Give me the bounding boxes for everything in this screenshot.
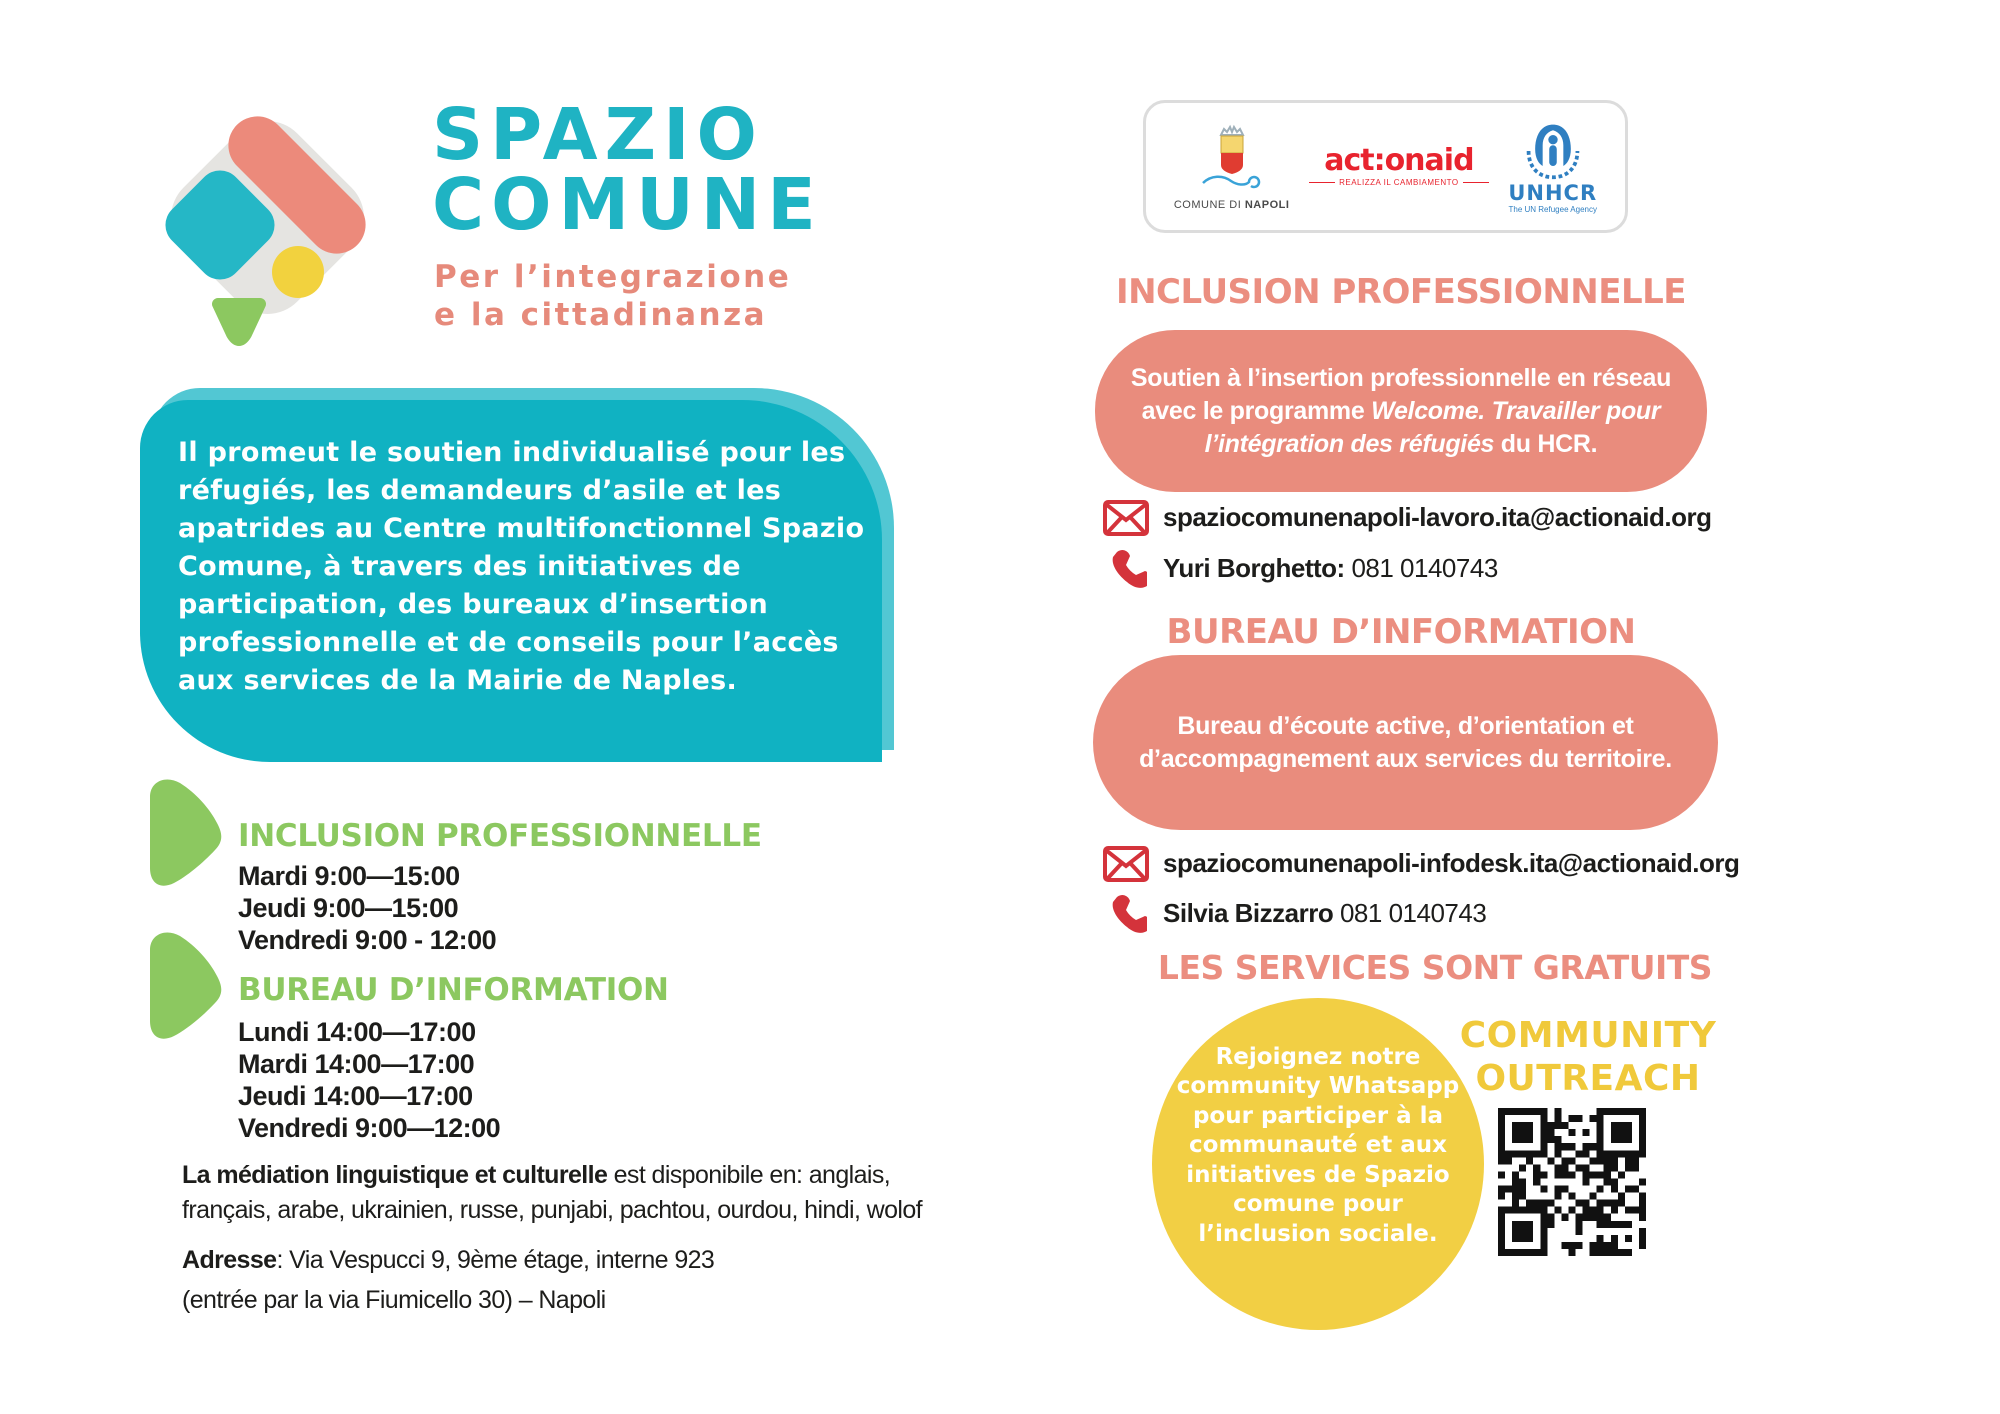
whatsapp-community-circle: [1152, 998, 1484, 1330]
card-text: avec le programme: [1141, 396, 1372, 425]
community-heading-line1: COMMUNITY: [1459, 1015, 1717, 1056]
unhcr-wordmark: UNHCR: [1508, 181, 1598, 205]
arrow-blob-icon: [138, 928, 222, 1042]
contact-name: Silvia Bizzarro: [1163, 898, 1334, 928]
community-outreach-heading: [1438, 1014, 1738, 1100]
envelope-icon: [1103, 500, 1149, 536]
qr-code: [1498, 1108, 1646, 1256]
contact-name: Yuri Borghetto:: [1163, 553, 1345, 583]
mediation-rest: est disponibile en: anglais,: [607, 1161, 891, 1189]
schedule-line: Mardi 9:00—15:00: [238, 861, 460, 891]
intro-line: Comune, à travers des initiatives de: [178, 551, 741, 582]
intro-line: apatrides au Centre multifonctionnel Spazio: [178, 513, 865, 544]
intro-line: Il promeut le soutien individualisé pour les: [178, 437, 846, 468]
schedule-line: Jeudi 14:00—17:00: [238, 1081, 473, 1111]
brand-tagline-line2: e la cittadinanza: [434, 297, 768, 333]
mediation-bold: La médiation linguistique et culturelle: [182, 1161, 608, 1189]
schedule-line: Jeudi 9:00—15:00: [238, 893, 459, 923]
intro-box: [140, 400, 882, 762]
phone-icon: [1107, 548, 1147, 590]
mediation-line1: [182, 1158, 922, 1193]
email-infodesk: spaziocomunenapoli-infodesk.ita@actionaid.org: [1163, 848, 1740, 878]
contact-silvia: [1163, 898, 1486, 929]
address-value: : Via Vespucci 9, 9ème étage, interne 923: [276, 1246, 715, 1274]
heading-bureau-information: BUREAU D’INFORMATION: [1166, 612, 1636, 652]
brand-title-line1: SPAZIO: [432, 93, 764, 176]
actionaid-tagline: REALIZZA IL CAMBIAMENTO: [1309, 178, 1489, 187]
services-gratuits-heading: LES SERVICES SONT GRATUITS: [1157, 948, 1713, 987]
inclusion-card-line1: Soutien à l’insertion professionnelle en réseau: [1130, 363, 1672, 392]
circle-line: initiatives de Spazio: [1186, 1161, 1450, 1188]
card-text-italic: Welcome. Travailler pour: [1371, 396, 1661, 425]
bureau-card-line1: Bureau d’écoute active, d’orientation et: [1177, 711, 1634, 740]
circle-line: pour participer à la: [1192, 1102, 1444, 1129]
address-label: Adresse: [182, 1246, 277, 1274]
section-heading-bureau: BUREAU D’INFORMATION: [238, 972, 669, 1008]
inclusion-card: [1095, 330, 1707, 492]
inclusion-card-line3: [1095, 428, 1707, 461]
address-line2: (entrée par la via Fiumicello 30) – Napoli: [182, 1286, 606, 1314]
inclusion-card-line2: [1095, 395, 1707, 428]
circle-line: community Whatsapp: [1176, 1073, 1460, 1100]
schedule-line: Vendredi 9:00—12:00: [238, 1113, 501, 1143]
actionaid-wordmark: act:onaid: [1324, 143, 1474, 178]
heading-inclusion-professionnelle: INCLUSION PROFESSIONNELLE: [1115, 272, 1687, 312]
circle-line: l’inclusion sociale.: [1198, 1220, 1438, 1247]
brand-tagline-line1: Per l’integrazione: [434, 259, 792, 295]
comune-di-napoli-logo: [1174, 123, 1290, 211]
napoli-label: [1174, 199, 1290, 211]
intro-line: aux services de la Mairie de Naples.: [178, 665, 738, 696]
unhcr-emblem-icon: [1522, 119, 1584, 181]
brand-tagline: [434, 258, 791, 334]
mediation-note: [182, 1158, 922, 1228]
address-line1: [182, 1240, 714, 1280]
spazio-comune-logo-icon: [150, 100, 385, 335]
email-lavoro: spaziocomunenapoli-lavoro.ita@actionaid.org: [1163, 502, 1712, 532]
napoli-label-bold: NAPOLI: [1244, 198, 1290, 211]
card-text-italic: l’intégration des réfugiés: [1204, 429, 1495, 458]
brand-title-line2: COMUNE: [432, 163, 823, 246]
napoli-label-prefix: COMUNE DI: [1173, 198, 1245, 211]
contact-phone: 081 0140743: [1351, 553, 1498, 583]
circle-line: comune pour: [1233, 1191, 1403, 1218]
bureau-card: [1093, 655, 1718, 830]
schedule-line: Lundi 14:00—17:00: [238, 1017, 476, 1047]
schedule-bureau: [238, 1016, 500, 1144]
schedule-line: Mardi 14:00—17:00: [238, 1049, 475, 1079]
unhcr-tagline: The UN Refugee Agency: [1508, 205, 1597, 214]
unhcr-logo: [1508, 119, 1597, 214]
card-text: du HCR.: [1494, 429, 1598, 458]
arrow-blob-icon: [138, 775, 222, 889]
circle-line: communauté et aux: [1189, 1132, 1447, 1159]
community-heading-line2: OUTREACH: [1475, 1058, 1701, 1099]
mediation-line2: français, arabe, ukrainien, russe, punjabi, pachtou, ourdou, hindi, wolof: [182, 1196, 923, 1224]
actionaid-logo: [1309, 143, 1489, 187]
contact-yuri: [1163, 553, 1498, 584]
intro-line: participation, des bureaux d’insertion: [178, 589, 769, 620]
brand-title: [432, 93, 823, 246]
bureau-card-line2: d’accompagnement aux services du territoire.: [1139, 744, 1672, 773]
circle-line: Rejoignez notre: [1215, 1043, 1421, 1070]
schedule-line: Vendredi 9:00 - 12:00: [238, 925, 497, 955]
partner-logos-box: [1143, 100, 1628, 233]
intro-line: professionnelle et de conseils pour l’accès: [178, 627, 839, 658]
address-block: [182, 1240, 714, 1320]
intro-line: réfugiés, les demandeurs d’asile et les: [178, 475, 782, 506]
napoli-crest-icon: [1195, 123, 1269, 197]
envelope-icon: [1103, 846, 1149, 882]
section-heading-inclusion: INCLUSION PROFESSIONNELLE: [238, 818, 762, 854]
intro-text: [140, 400, 882, 700]
schedule-inclusion: [238, 860, 496, 956]
contact-phone: 081 0140743: [1339, 898, 1487, 928]
phone-icon: [1107, 893, 1147, 935]
